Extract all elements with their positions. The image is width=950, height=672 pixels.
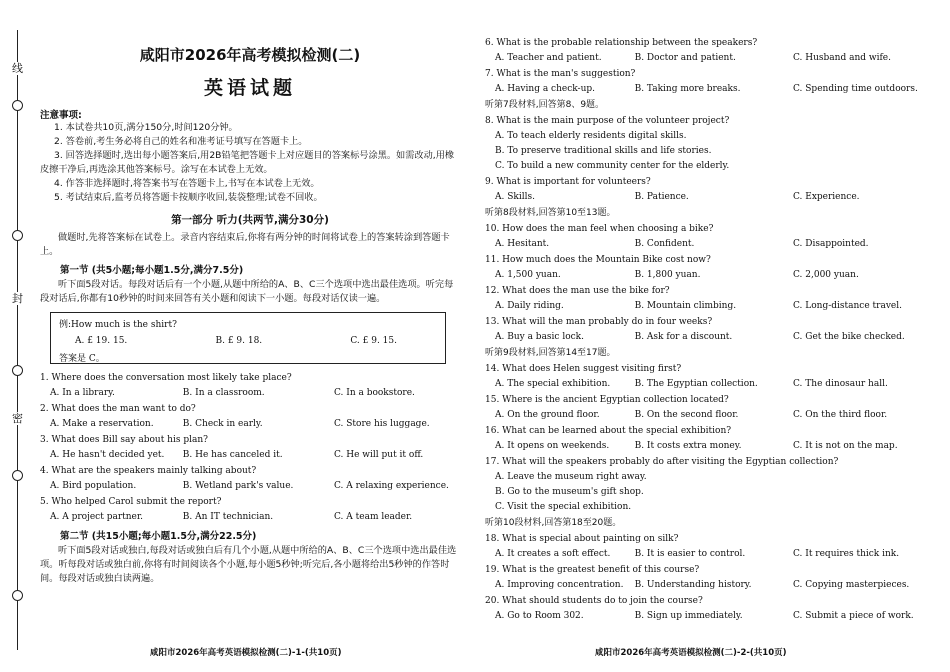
answer-option[interactable]: A. 1,500 yuan. (495, 270, 561, 280)
exam-title: 咸阳市2026年高考模拟检测(二) (139, 46, 361, 64)
section1-heading: 第一节 (共5小题;每小题1.5分,满分7.5分) (60, 265, 244, 276)
section1-intro: 听下面5段对话。每段对话后有一个小题,从题中所给的A、B、C三个选项中选出最佳选项。听完每段对话后,你都有10秒钟的时间来回答有关小题和阅读下一小题。每段对话仅读一遍。 (40, 279, 454, 304)
option-row (40, 449, 460, 462)
answer-option[interactable]: A. Go to Room 302. (495, 611, 584, 621)
answer-option[interactable]: C. Spending time outdoors. (792, 84, 918, 94)
binding-hole (12, 365, 23, 376)
question-stem: 2. What does the man want to do? (40, 404, 196, 414)
answer-option[interactable]: B. Taking more breaks. (634, 84, 741, 94)
answer-option[interactable]: C. Husband and wife. (792, 53, 891, 63)
section2-heading: 第二节 (共15小题;每小题1.5分,满分22.5分) (60, 531, 257, 542)
answer-option[interactable]: B. To preserve traditional skills and life stories. (495, 146, 712, 156)
question-stem: 19. What is the greatest benefit of this course? (485, 565, 700, 575)
answer-option[interactable]: B. Wetland park's value. (182, 481, 294, 491)
question-stem: 3. What does Bill say about his plan? (40, 435, 208, 445)
answer-option[interactable]: C. To build a new community center for the elderly. (495, 161, 730, 171)
example-box (50, 312, 446, 364)
question-stem: 18. What is special about painting on silk? (485, 534, 679, 544)
option-row (40, 418, 460, 431)
answer-option[interactable]: A. Bird population. (50, 481, 137, 491)
answer-option[interactable]: C. In a bookstore. (333, 388, 415, 398)
answer-option[interactable]: C. He will put it off. (333, 450, 424, 460)
part1-heading: 第一部分 听力(共两节,满分30分) (171, 214, 329, 226)
answer-option[interactable]: A. To teach elderly residents digital skills. (495, 131, 687, 141)
option-row (485, 238, 925, 251)
notice-item: 4. 作答非选择题时,将答案书写在答题卡上,书写在本试卷上无效。 (54, 178, 320, 189)
answer-option[interactable]: A. A project partner. (50, 512, 144, 522)
option-row (40, 387, 460, 400)
question-stem: 1. Where does the conversation most likely take place? (40, 373, 292, 383)
answer-option[interactable]: B. The Egyptian collection. (634, 379, 758, 389)
binding-hole (12, 230, 23, 241)
option-row (485, 83, 925, 96)
option-row (485, 52, 925, 65)
question-stem: 14. What does Helen suggest visiting first? (485, 364, 682, 374)
question-stem: 12. What does the man use the bike for? (485, 286, 670, 296)
answer-option[interactable]: A. Make a reservation. (50, 419, 154, 429)
option-row (40, 480, 460, 493)
answer-option[interactable]: C. It requires thick ink. (792, 549, 900, 559)
binding-mark-line: 线 (12, 62, 23, 75)
answer-option[interactable]: B. Sign up immediately. (634, 611, 743, 621)
option-row (485, 440, 925, 453)
binding-line (17, 30, 18, 650)
answer-option[interactable]: B. Mountain climbing. (634, 301, 737, 311)
answer-option[interactable]: A. Having a check-up. (495, 84, 596, 94)
answer-option[interactable]: B. He has canceled it. (182, 450, 283, 460)
section2-intro: 听下面5段对话或独白,每段对话或独白后有几个小题,从题中所给的A、B、C三个选项中选出最佳选项。听每段对话或独白前,你将有时间阅读各个小题,每小题5秒钟;听完后,各小题将给出5秒钟的作答时间。每段对话或独白读两遍。 (40, 545, 457, 584)
answer-option[interactable]: C. A relaxing experience. (333, 481, 449, 491)
option-row (485, 191, 925, 204)
answer-option[interactable]: A. It creates a soft effect. (495, 549, 611, 559)
option-row (485, 269, 925, 282)
answer-option[interactable]: B. It is easier to control. (634, 549, 746, 559)
question-stem: 5. Who helped Carol submit the report? (40, 497, 222, 507)
example-answer: 答案是 C。 (59, 354, 105, 364)
answer-option[interactable]: A. Skills. (495, 192, 535, 202)
example-label: 例: (59, 320, 72, 330)
option-row (485, 409, 925, 422)
question-stem: 10. How does the man feel when choosing a bike? (485, 224, 714, 234)
answer-option[interactable]: C. Long-distance travel. (792, 301, 902, 311)
answer-option[interactable]: A. He hasn't decided yet. (50, 450, 165, 460)
answer-option[interactable]: B. Patience. (634, 192, 689, 202)
page-left (40, 0, 460, 672)
binding-hole (12, 590, 23, 601)
option-row (485, 300, 925, 313)
answer-option[interactable]: C. Submit a piece of work. (792, 611, 914, 621)
notice-item: 1. 本试卷共10页,满分150分,时间120分钟。 (54, 122, 238, 133)
question-stem: 20. What should students do to join the course? (485, 596, 703, 606)
question-stem: 11. How much does the Mountain Bike cost now? (485, 255, 711, 265)
binding-hole (12, 470, 23, 481)
option-row (485, 378, 925, 391)
question-list-left (40, 372, 460, 524)
listening-instruction: 听第7段材料,回答第8、9题。 (485, 100, 605, 110)
question-stem: 15. Where is the ancient Egyptian collection located? (485, 395, 729, 405)
answer-option[interactable]: B. 1,800 yuan. (634, 270, 701, 280)
example-option: B. £ 9. 18. (215, 336, 263, 346)
option-row (485, 548, 925, 561)
answer-option[interactable]: C. 2,000 yuan. (792, 270, 859, 280)
notice-heading: 注意事项: (40, 110, 82, 121)
answer-option[interactable]: A. The special exhibition. (495, 379, 611, 389)
answer-option[interactable]: C. Disappointed. (792, 239, 869, 249)
answer-option[interactable]: A. In a library. (50, 388, 115, 398)
answer-option[interactable]: B. On the second floor. (634, 410, 739, 420)
example-option: C. £ 9. 15. (350, 336, 397, 346)
answer-option[interactable]: A. Hesitant. (495, 239, 550, 249)
binding-hole (12, 100, 23, 111)
question-stem: 9. What is important for volunteers? (485, 177, 651, 187)
notice-item: 5. 考试结束后,监考员将答题卡按顺序收回,装袋整理;试卷不回收。 (54, 192, 323, 203)
answer-option[interactable]: C. Experience. (792, 192, 860, 202)
question-stem: 4. What are the speakers mainly talking about? (40, 466, 257, 476)
answer-option[interactable]: A. Improving concentration. (495, 580, 624, 590)
answer-option[interactable]: B. Go to the museum's gift shop. (495, 487, 644, 497)
answer-option[interactable]: C. It is not on the map. (792, 441, 898, 451)
question-stem: 8. What is the main purpose of the volunteer project? (485, 116, 730, 126)
example-option: A. £ 19. 15. (75, 336, 128, 346)
answer-option[interactable]: A. Leave the museum right away. (495, 472, 647, 482)
answer-option[interactable]: B. Confident. (634, 239, 695, 249)
question-list-right (485, 37, 925, 623)
example-question: How much is the shirt? (71, 320, 177, 330)
answer-option[interactable]: A. It opens on weekends. (495, 441, 610, 451)
answer-option[interactable]: A. Buy a basic lock. (495, 332, 584, 342)
listening-instruction: 听第9段材料,回答第14至17题。 (485, 348, 616, 358)
answer-option[interactable]: B. Doctor and patient. (634, 53, 736, 63)
answer-option[interactable]: C. A team leader. (333, 512, 413, 522)
answer-option[interactable]: A. On the ground floor. (495, 410, 600, 420)
answer-option[interactable]: C. On the third floor. (792, 410, 888, 420)
question-stem: 16. What can be learned about the special exhibition? (485, 426, 732, 436)
answer-option[interactable]: C. Copying masterpieces. (792, 580, 910, 590)
part1-intro: 做题时,先将答案标在试卷上。录音内容结束后,你将有两分钟的时间将试卷上的答案转涂到答题卡上。 (40, 232, 450, 257)
answer-option[interactable]: A. Teacher and patient. (495, 53, 602, 63)
answer-option[interactable]: C. Get the bike checked. (792, 332, 905, 342)
binding-mark-secret: 密 (12, 412, 23, 425)
answer-option[interactable]: B. Ask for a discount. (634, 332, 733, 342)
subject-title: 英语试题 (203, 77, 296, 99)
listening-instruction: 听第10段材料,回答第18至20题。 (485, 518, 622, 528)
answer-option[interactable]: B. Understanding history. (634, 580, 752, 590)
listening-instruction: 听第8段材料,回答第10至13题。 (485, 208, 616, 218)
notice-item: 2. 答卷前,考生务必将自己的姓名和准考证号填写在答题卡上。 (54, 136, 308, 147)
answer-option[interactable]: A. Daily riding. (495, 301, 564, 311)
page-footer-left: 咸阳市2026年高考英语模拟检测(二)-1-(共10页) (150, 648, 342, 658)
answer-option[interactable]: B. Check in early. (182, 419, 263, 429)
answer-option[interactable]: B. In a classroom. (182, 388, 265, 398)
page-right (485, 0, 925, 672)
answer-option[interactable]: B. It costs extra money. (634, 441, 742, 451)
answer-option[interactable]: B. An IT technician. (182, 512, 274, 522)
option-row (40, 511, 460, 524)
question-stem: 13. What will the man probably do in four weeks? (485, 317, 713, 327)
option-row (485, 579, 925, 592)
question-stem: 6. What is the probable relationship between the speakers? (485, 38, 758, 48)
page-footer-right: 咸阳市2026年高考英语模拟检测(二)-2-(共10页) (595, 648, 787, 658)
binding-mark-seal: 封 (12, 292, 23, 305)
notice-item: 3. 回答选择题时,选出每小题答案后,用2B铅笔把答题卡上对应题目的答案标号涂黑。如需改动,用橡皮擦干净后,再选涂其他答案标号。涂写在本试卷上无效。 (40, 150, 455, 175)
answer-option[interactable]: C. Visit the special exhibition. (495, 502, 632, 512)
answer-option[interactable]: C. Store his luggage. (333, 419, 430, 429)
question-stem: 7. What is the man's suggestion? (485, 69, 636, 79)
binding-strip (0, 0, 36, 672)
option-row (485, 331, 925, 344)
question-stem: 17. What will the speakers probably do after visiting the Egyptian collection? (485, 457, 839, 467)
option-row (485, 610, 925, 623)
answer-option[interactable]: C. The dinosaur hall. (792, 379, 888, 389)
